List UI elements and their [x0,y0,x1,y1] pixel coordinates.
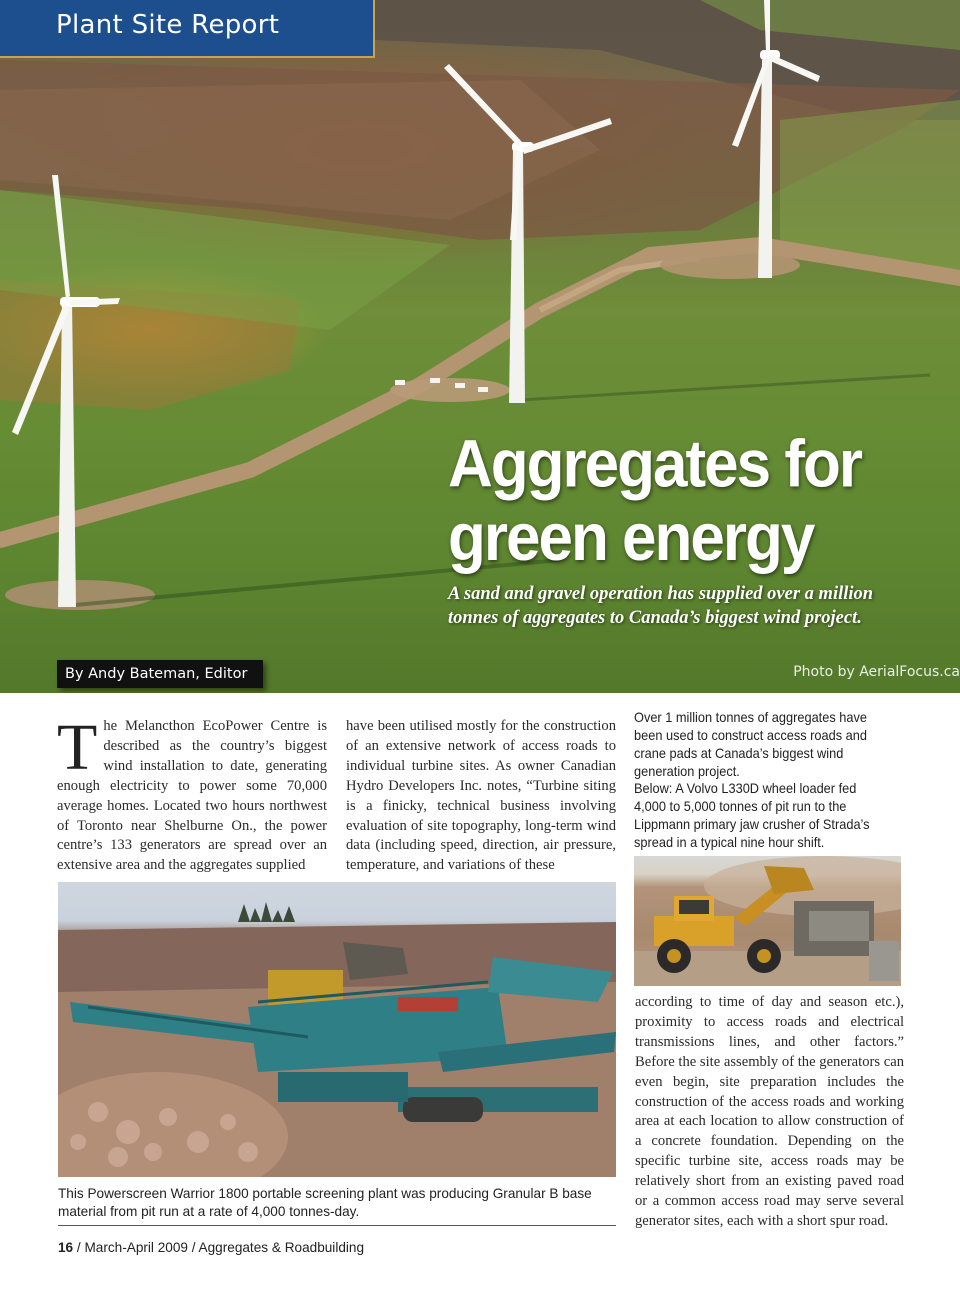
article-title [448,428,948,575]
title-line-1: Aggregates for [448,426,861,502]
page-footer [58,1240,364,1255]
photo-credit: Photo by AerialFocus.ca [793,664,960,680]
page-number: 16 [58,1240,74,1255]
column-1-text: he Melancthon EcoPower Centre is described as the country’s biggest wind installation to date, generating enough electricity to power some 70,000 average homes. Located two hours northwest of Toronto near Shelburne On., the power centre’s 133 generators are spread over an extensive area and the aggregates supplied [57,718,327,874]
article-column-3: according to time of day and season etc.), proximity to access roads and electrical transmissions lines, and other factors.” Before the site assembly of the generators can even begin, site preparation includes the construction of the access roads and working area at each location to allow construction of a concrete foundation. Depending on the specific turbine site, access roads may be relatively short from an existing paved road or a common access road may serve several generator sites, each with a short spur road. [635,994,904,1229]
section-label: Plant Site Report [56,10,280,40]
wheel-loader-photo [634,856,901,986]
drop-cap: T [57,711,98,784]
screening-plant-caption: This Powerscreen Warrior 1800 portable screening plant was producing Granular B base material from pit run at a rate of 4,000 tonnes-day. [58,1186,592,1219]
issue-info: / March-April 2009 / Aggregates & Roadbuilding [73,1240,365,1255]
loader-photo-caption: Below: A Volvo L330D wheel loader fed 4,000 to 5,000 tonnes of pit run to the Lippmann primary jaw crusher of Strada’s spread in a typical nine hour shift. [634,781,870,850]
hero-photo-caption: Over 1 million tonnes of aggregates have been used to construct access roads and crane pads at Canada’s biggest wind generation project. [634,710,868,779]
section-banner [0,0,375,58]
article-subtitle: A sand and gravel operation has supplied over a million tonnes of aggregates to Canada’s biggest wind project. [448,584,874,628]
article-column-2: have been utilised mostly for the construction of an extensive network of access roads to individual turbine sites. As owner Canadian Hydro Developers Inc. notes, “Turbine siting is a finicky, technical business involving evaluation of site topography, long-term wind data (including speed, direction, air pressure, temperature, and variations of these [346,718,616,874]
caption-divider [58,1225,616,1226]
screening-plant-illustration [58,882,616,1177]
article-column-1 [57,711,327,876]
wheel-loader-illustration [634,856,901,986]
title-line-2: green energy [448,500,814,575]
screening-plant-photo [58,882,616,1177]
byline: By Andy Bateman, Editor [57,660,263,688]
